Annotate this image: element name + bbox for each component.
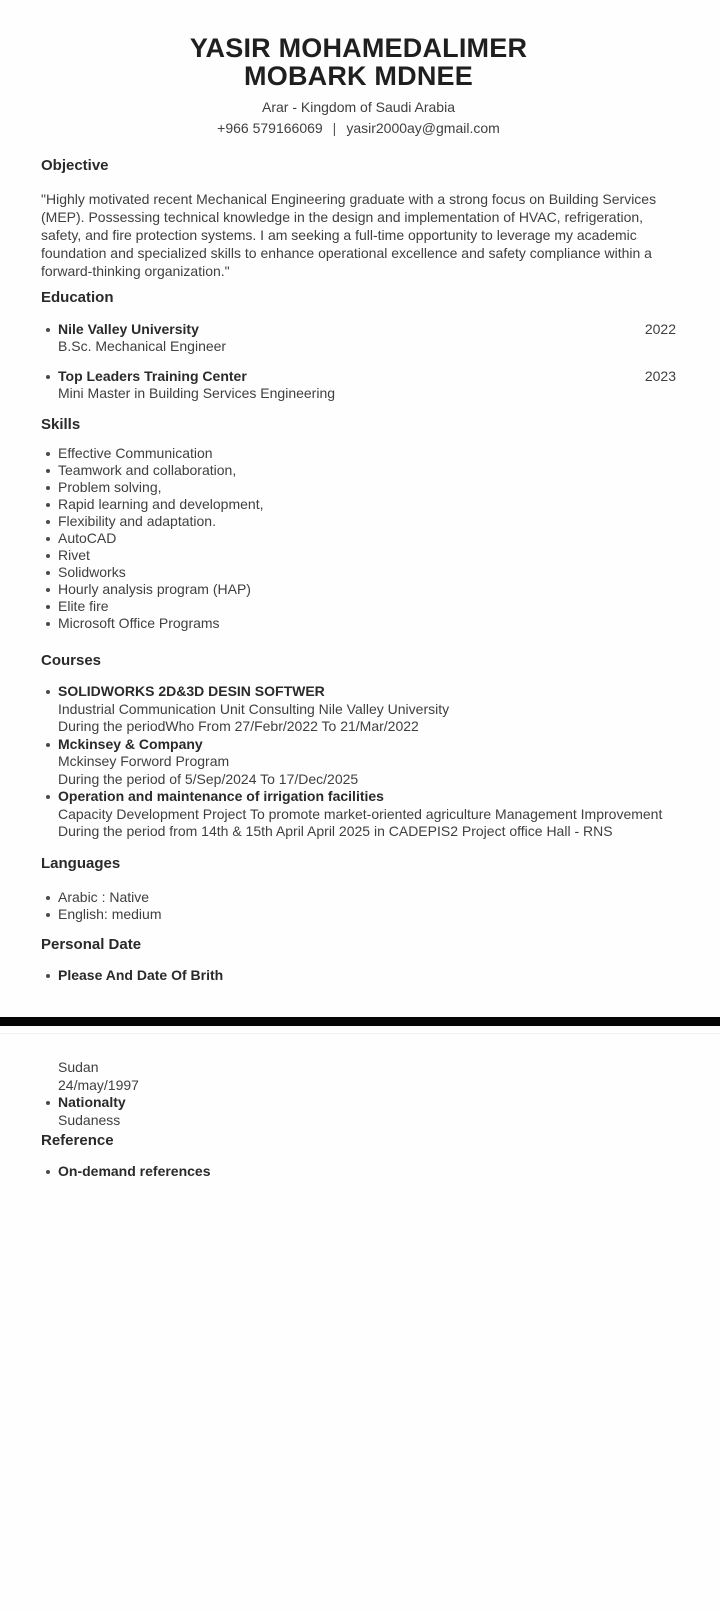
section-courses: [41, 652, 676, 841]
education-entry: [41, 321, 676, 355]
course-line: Industrial Communication Unit Consulting Nile Valley University: [58, 700, 450, 717]
objective-heading: Objective: [41, 157, 109, 174]
birth-label: Please And Date Of Brith: [41, 967, 676, 985]
languages-list: [41, 889, 676, 923]
courses-list: [41, 683, 676, 841]
section-personal: [41, 936, 676, 985]
education-entry-row: [41, 368, 676, 385]
education-entry-title: Nile Valley University: [41, 321, 199, 338]
section-education: [41, 289, 676, 402]
skill-item: Elite fire: [41, 598, 676, 615]
skills-list: [41, 445, 676, 632]
nationality-label: Nationalty: [41, 1094, 676, 1112]
nationality-value: Sudaness: [58, 1111, 121, 1128]
page-2-content: [0, 1059, 720, 1181]
skill-item: Effective Communication: [41, 445, 676, 462]
section-languages: [41, 855, 676, 923]
course-line: During the periodWho From 27/Febr/2022 To 21/Mar/2022: [58, 718, 419, 734]
course-entry: [41, 736, 676, 789]
languages-heading: Languages: [41, 854, 121, 872]
skill-item: AutoCAD: [41, 530, 676, 547]
education-entry-subtitle: B.Sc. Mechanical Engineer: [58, 338, 227, 354]
course-title: Mckinsey & Company: [41, 736, 676, 754]
skill-item: Teamwork and collaboration,: [41, 462, 676, 479]
education-entry-year: 2023: [644, 368, 676, 384]
phone-number: +966 579166069: [217, 120, 323, 136]
objective-text: "Highly motivated recent Mechanical Engineering graduate with a strong focus on Building Services (MEP). Possessing technical knowledge in the design and implementation of HVAC, refrigeration, safety, and fire protection systems. I am seeking a full-time opportunity to leverage my academic foundation and specialized skills to enhance operational excellence and safety compliance within a forward-thinking organization.": [41, 191, 657, 279]
section-skills: [41, 416, 676, 632]
course-line: Mckinsey Forword Program: [58, 753, 230, 769]
language-item: Arabic : Native: [41, 889, 676, 906]
education-entry-row: [41, 321, 676, 338]
skill-item: Hourly analysis program (HAP): [41, 581, 676, 598]
page-edge-line: [0, 1033, 720, 1034]
birth-date: 24/may/1997: [58, 1076, 139, 1093]
course-line: During the period from 14th & 15th April April 2025 in CADEPIS2 Project office Hall - RNS: [58, 823, 613, 839]
education-heading: Education: [41, 289, 114, 306]
skill-item: Problem solving,: [41, 479, 676, 496]
course-entry: [41, 683, 676, 736]
candidate-name-line-2: MOBARK MDNEE: [244, 61, 473, 91]
course-title: Operation and maintenance of irrigation facilities: [41, 788, 676, 806]
reference-item: On-demand references: [41, 1163, 676, 1181]
candidate-name: [41, 34, 676, 90]
skill-item: Rivet: [41, 547, 676, 564]
birth-place: Sudan: [58, 1059, 99, 1075]
education-entry: [41, 368, 676, 402]
candidate-name-line-1: YASIR MOHAMEDALIMER: [189, 33, 528, 63]
course-title: SOLIDWORKS 2D&3D DESIN SOFTWER: [41, 683, 676, 701]
section-reference: [41, 1132, 676, 1181]
course-entry: [41, 788, 676, 841]
section-objective: [41, 157, 676, 280]
skill-item: Flexibility and adaptation.: [41, 513, 676, 530]
course-line: Capacity Development Project To promote market-oriented agriculture Management Improvement: [58, 805, 663, 822]
education-entry-title: Top Leaders Training Center: [41, 368, 247, 385]
contact-separator: |: [332, 120, 337, 136]
resume-header: [41, 0, 676, 137]
email-address: yasir2000ay@gmail.com: [346, 120, 500, 136]
personal-heading: Personal Date: [41, 935, 142, 953]
education-entry-year: 2022: [644, 321, 676, 337]
page-break-bar: [0, 1017, 720, 1026]
skills-heading: Skills: [41, 416, 81, 433]
candidate-location: Arar - Kingdom of Saudi Arabia: [262, 99, 455, 115]
course-line: During the period of 5/Sep/2024 To 17/Dec/2025: [58, 770, 359, 787]
courses-heading: Courses: [41, 652, 102, 669]
education-entry-subtitle: Mini Master in Building Services Engineering: [58, 385, 336, 401]
candidate-contact-line: [41, 119, 676, 137]
reference-heading: Reference: [41, 1132, 114, 1149]
skill-item: Microsoft Office Programs: [41, 615, 676, 632]
language-item: English: medium: [41, 906, 676, 923]
skill-item: Rapid learning and development,: [41, 496, 676, 513]
skill-item: Solidworks: [41, 564, 676, 581]
